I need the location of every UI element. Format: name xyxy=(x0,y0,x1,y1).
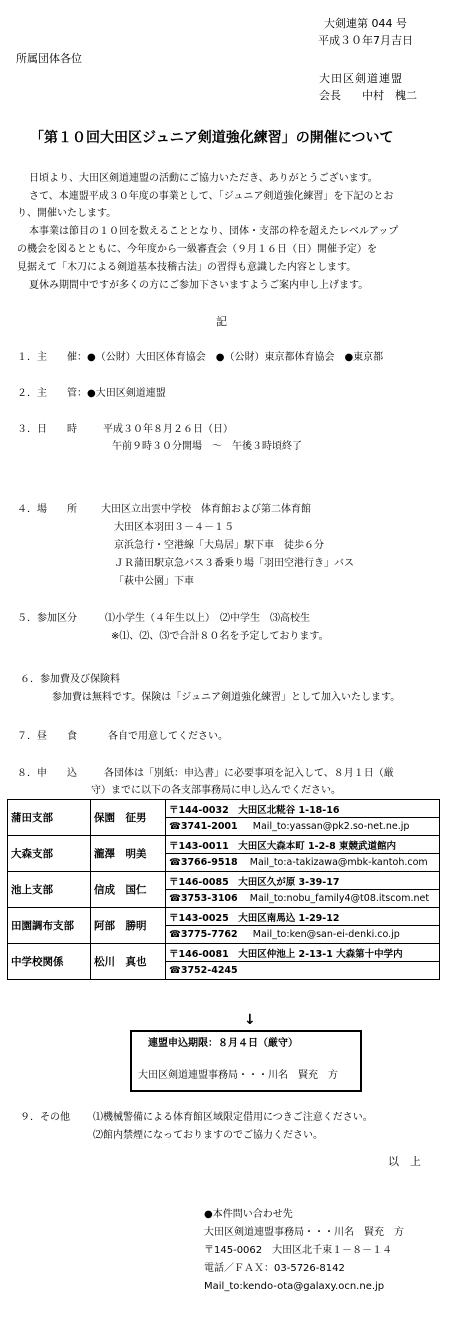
inquiry-line-3: 電話／ＦＡＸ：03-5726-8142 xyxy=(204,1263,345,1274)
contact-phone-mail xyxy=(166,854,440,872)
branch-name: 中学校関係 xyxy=(8,944,91,980)
body-line-6: 見据えて「木刀による剣道基本技稽古法」の習得も意識した内容とします。 xyxy=(17,262,357,273)
organizer-label: ２．主 管： xyxy=(17,388,87,399)
table-row xyxy=(8,908,440,926)
apply-label: ８．申 込 xyxy=(17,768,77,779)
contact-address: 〒143-0011 大田区大森本町 1-2-8 東競武道館内 xyxy=(166,836,440,854)
contact-address: 〒144-0032 大田区北糀谷 1-18-16 xyxy=(166,800,440,818)
contact-address: 〒146-0081 大田区仲池上 2-13-1 大森第十中学内 xyxy=(166,944,440,962)
body-line-4: 本事業は節目の１０回を数えることとなり、団体・支部の枠を超えたレベルアップ xyxy=(29,226,399,237)
contact-person: 松川 真也 xyxy=(91,944,166,980)
lunch-label: ７．昼 食 xyxy=(17,731,77,742)
ki-marker: 記 xyxy=(216,315,227,328)
apply-line-2: 守）までに以下の各支部事務局に申し込んでください。 xyxy=(91,785,341,796)
table-row xyxy=(8,836,440,854)
category-label: ５．参加区分 xyxy=(17,613,77,624)
contact-address: 〒146-0085 大田区久が原 3-39-17 xyxy=(166,872,440,890)
venue-line-4: ＪＲ蒲田駅京急バス３番乗り場「羽田空港行き」バス xyxy=(114,558,354,569)
doc-date: 平成３０年7月吉日 xyxy=(318,34,413,47)
chair-title: 会長 xyxy=(319,89,341,102)
body-line-7: 夏休み期間中ですが多くの方にご参加下さいますようご案内申し上げます。 xyxy=(29,280,369,291)
page-title: 「第１０回大田区ジュニア剣道強化練習」の開催について xyxy=(30,130,394,146)
branch-name: 田園調布支部 xyxy=(8,908,91,944)
organizer-value: ●大田区剣道連盟 xyxy=(87,388,166,399)
contact-person: 保園 征男 xyxy=(91,800,166,836)
datetime-line-2: 午前９時３０分開場 ～ 午後３時頃終了 xyxy=(112,441,302,452)
deadline-box xyxy=(130,1030,362,1092)
other-line-1: ⑴機械警備による体育館区域限定借用につきご注意ください。 xyxy=(93,1112,373,1123)
contact-phone: ☎3752-4245 xyxy=(169,965,238,976)
sender-org: 大田区剣道連盟 xyxy=(319,72,403,85)
fee-line: 参加費は無料です。保険は「ジュニア剣道強化練習」として加入いたします。 xyxy=(52,692,401,703)
contact-mail[interactable]: Mail_to:nobu_family4@t08.itscom.net xyxy=(249,893,430,904)
body-line-1: 日頃より、大田区剣道連盟の活動にご協力いただき、ありがとうございます。 xyxy=(29,173,378,184)
fee-label: ６．参加費及び保険料 xyxy=(20,674,120,685)
contact-mail[interactable]: Mail_to:ken@san-ei-denki.co.jp xyxy=(252,929,400,940)
contact-phone-mail xyxy=(166,818,440,836)
body-line-2: さて、本連盟平成３０年度の事業として、「ジュニア剣道強化練習」を下記のとお xyxy=(29,191,394,202)
contact-mail[interactable]: Mail_to:a-takizawa@mbk-kantoh.com xyxy=(249,857,428,868)
contact-phone-mail xyxy=(166,962,440,980)
host-value: ●（公財）大田区体育協会 ●（公財）東京都体育協会 ●東京都 xyxy=(87,352,384,363)
table-row xyxy=(8,800,440,818)
inquiry-heading: ●本件問い合わせ先 xyxy=(204,1209,293,1220)
datetime-label: ３．日 時 xyxy=(17,424,77,435)
contacts-table xyxy=(7,799,440,980)
lunch-value: 各自で用意してください。 xyxy=(108,731,228,742)
branch-name: 大森支部 xyxy=(8,836,91,872)
table-row xyxy=(8,872,440,890)
deadline-date: 連盟申込期限：８月４日（厳守） xyxy=(148,1038,298,1049)
venue-line-2: 大田区本羽田３－４－１５ xyxy=(114,522,234,533)
contact-phone-mail xyxy=(166,926,440,944)
recipient: 所属団体各位 xyxy=(16,52,82,65)
contact-person: 阿部 勝明 xyxy=(91,908,166,944)
venue-label: ４．場 所 xyxy=(17,504,77,515)
body-line-5: の機会を図るとともに、今年度から一級審査会（９月１６日（日）開催予定）を xyxy=(17,244,377,255)
contact-phone: ☎3753-3106 xyxy=(169,893,238,904)
category-line-1: ⑴小学生（４年生以上） ⑵中学生 ⑶高校生 xyxy=(105,613,310,624)
contact-person: 信成 国仁 xyxy=(91,872,166,908)
deadline-office: 大田区剣道連盟事務局・・・川名 賢充 方 xyxy=(138,1070,338,1081)
venue-line-3: 京浜急行・空港線「大鳥居」駅下車 徒歩６分 xyxy=(114,540,324,551)
other-line-2: ⑵館内禁煙になっておりますのでご協力ください。 xyxy=(93,1130,323,1141)
branch-name: 蒲田支部 xyxy=(8,800,91,836)
host-label: １．主 催： xyxy=(17,352,87,363)
table-row xyxy=(8,944,440,962)
apply-line-1: 各団体は「別紙：申込書」に必要事項を記入して、８月１日（厳 xyxy=(104,768,394,779)
inquiry-line-2: 〒145-0062 大田区北千束１－８－１４ xyxy=(204,1245,393,1256)
contact-mail[interactable]: Mail_to:yassan@pk2.so-net.ne.jp xyxy=(252,821,410,832)
other-label: ９．その他 xyxy=(20,1112,70,1123)
body-line-3: り、開催いたします。 xyxy=(17,208,117,219)
category-line-2: ※⑴、⑵、⑶で合計８０名を予定しております。 xyxy=(111,631,329,642)
venue-line-5: 「萩中公園」下車 xyxy=(114,576,194,587)
contact-address: 〒143-0025 大田区南馬込 1-29-12 xyxy=(166,908,440,926)
down-arrow-icon: ↓ xyxy=(244,1012,256,1028)
venue-line-1: 大田区立出雲中学校 体育館および第二体育館 xyxy=(101,504,311,515)
chair-name: 中村 槐二 xyxy=(362,89,417,102)
branch-name: 池上支部 xyxy=(8,872,91,908)
datetime-line-1: 平成３０年８月２６日（日） xyxy=(103,424,233,435)
contact-phone: ☎3766-9518 xyxy=(169,857,238,868)
contact-phone-mail xyxy=(166,890,440,908)
closing-ijo: 以 上 xyxy=(388,1155,421,1168)
contact-phone: ☎3775-7762 xyxy=(169,929,238,940)
contact-phone: ☎3741-2001 xyxy=(169,821,238,832)
inquiry-mail[interactable]: Mail_to:kendo-ota@galaxy.ocn.ne.jp xyxy=(204,1281,385,1292)
doc-number: 大剣連第 044 号 xyxy=(324,17,407,30)
contact-person: 瀧澤 明美 xyxy=(91,836,166,872)
inquiry-line-1: 大田区剣道連盟事務局・・・川名 賢充 方 xyxy=(204,1227,404,1238)
